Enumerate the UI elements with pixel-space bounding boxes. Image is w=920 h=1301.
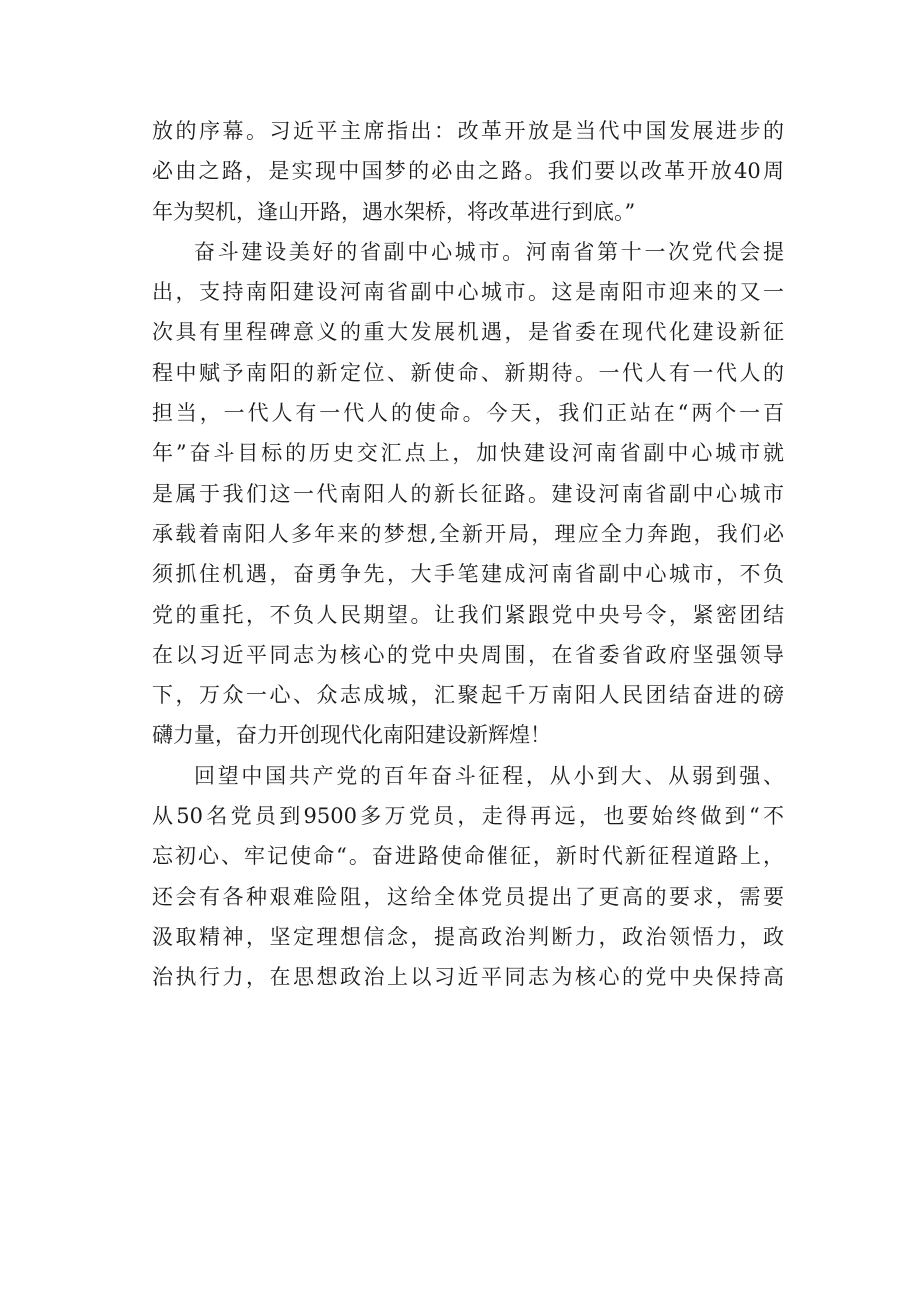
paragraph-line: 程中赋予南阳的新定位、新使命、新期待。一代人有一代人的 bbox=[152, 360, 784, 385]
paragraph-line: 担当，一代人有一代人的使命。今天，我们正站在“两个一百 bbox=[152, 401, 784, 426]
paragraph-line: 治执行力，在思想政治上以习近平同志为核心的党中央保持高 bbox=[152, 965, 784, 990]
paragraph-line: 从50名党员到9500多万党员，走得再远，也要始终做到“不 bbox=[152, 804, 784, 829]
paragraph-3 bbox=[152, 756, 784, 998]
paragraph-line: 次具有里程碑意义的重大发展机遇，是省委在现代化建设新征 bbox=[152, 320, 784, 345]
paragraph-2 bbox=[152, 232, 784, 756]
paragraph-line: 下，万众一心、众志成城，汇聚起千万南阳人民团结奋进的磅 bbox=[152, 683, 784, 708]
paragraph-line: 奋斗建设美好的省副中心城市。河南省第十一次党代会提 bbox=[194, 239, 784, 264]
paragraph-line: 年为契机，逢山开路，遇水架桥，将改革进行到底。” bbox=[152, 199, 636, 224]
paragraph-line: 须抓住机遇，奋勇争先，大手笔建成河南省副中心城市，不负 bbox=[152, 562, 784, 587]
paragraph-line: 忘初心、牢记使命“。奋进路使命催征，新时代新征程道路上， bbox=[152, 844, 784, 869]
document-body bbox=[152, 111, 784, 998]
paragraph-line: 年”奋斗目标的历史交汇点上，加快建设河南省副中心城市就 bbox=[152, 441, 784, 466]
paragraph-1 bbox=[152, 111, 784, 232]
paragraph-line: 在以习近平同志为核心的党中央周围，在省委省政府坚强领导 bbox=[152, 642, 784, 667]
paragraph-line: 礴力量，奋力开创现代化南阳建设新辉煌！ bbox=[152, 723, 551, 748]
paragraph-line: 必由之路，是实现中国梦的必由之路。我们要以改革开放40周 bbox=[152, 159, 784, 184]
paragraph-line: 回望中国共产党的百年奋斗征程，从小到大、从弱到强、 bbox=[194, 763, 784, 788]
paragraph-line: 出，支持南阳建设河南省副中心城市。这是南阳市迎来的又一 bbox=[152, 280, 784, 305]
paragraph-line: 还会有各种艰难险阻，这给全体党员提出了更高的要求，需要 bbox=[152, 884, 784, 909]
paragraph-line: 是属于我们这一代南阳人的新长征路。建设河南省副中心城市 bbox=[152, 481, 784, 506]
paragraph-line: 放的序幕。习近平主席指出：改革开放是当代中国发展进步的 bbox=[152, 119, 784, 143]
paragraph-line: 承载着南阳人多年来的梦想,全新开局，理应全力奔跑，我们必 bbox=[152, 521, 784, 546]
paragraph-line: 党的重托，不负人民期望。让我们紧跟党中央号令，紧密团结 bbox=[152, 602, 784, 627]
paragraph-line: 汲取精神，坚定理想信念，提高政治判断力，政治领悟力，政 bbox=[152, 924, 784, 949]
